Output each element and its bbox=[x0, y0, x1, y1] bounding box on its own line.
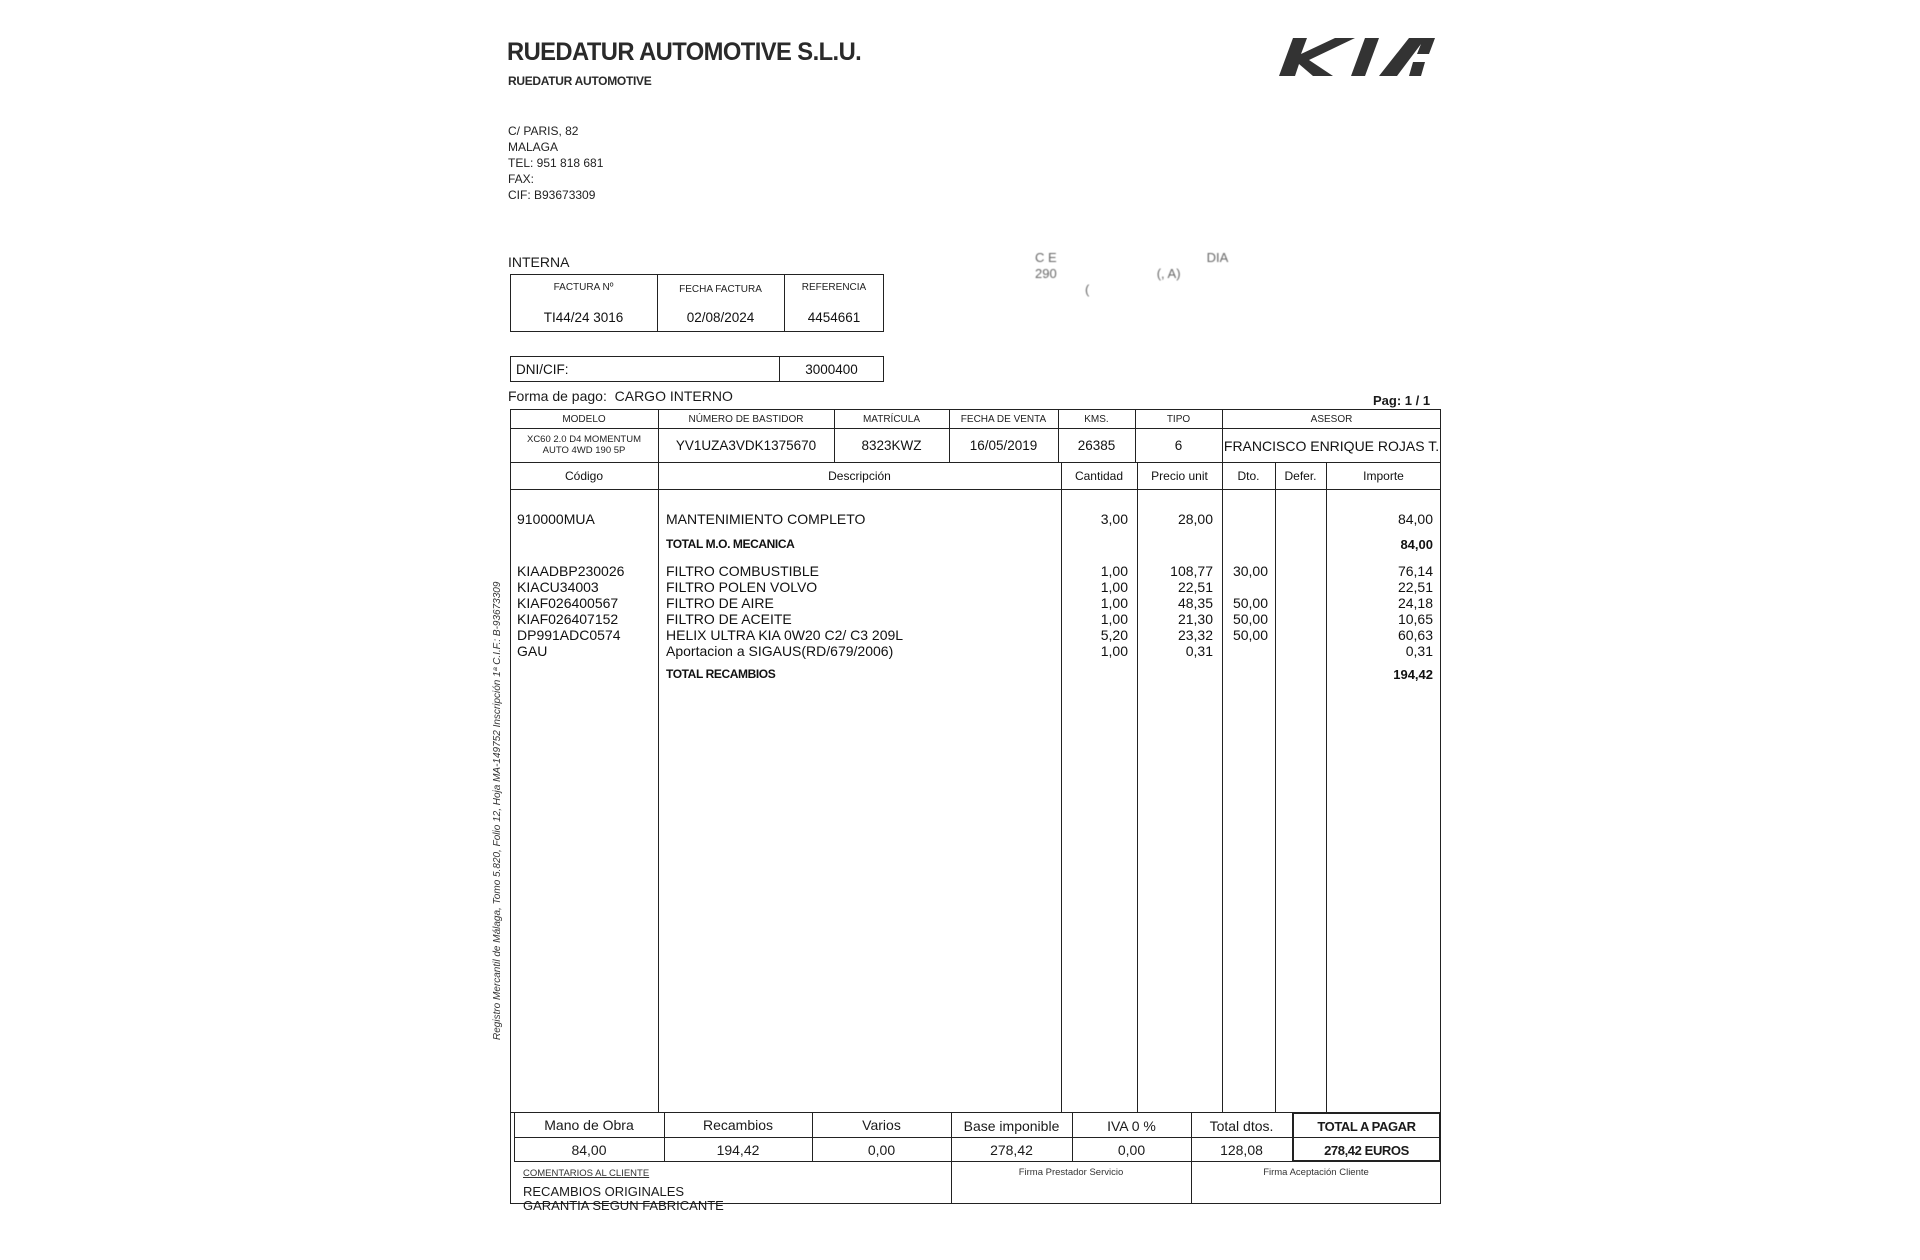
vehicle-model-line1: XC60 2.0 D4 MOMENTUM bbox=[526, 434, 642, 445]
parts-item-price: 23,32 bbox=[1177, 627, 1213, 643]
signature-provider-label: Firma Prestador Servicio bbox=[1018, 1167, 1124, 1178]
address-city: MALAGA bbox=[508, 140, 559, 154]
kia-logo-a bbox=[1379, 38, 1435, 76]
parts-item-amount: 24,18 bbox=[1397, 595, 1433, 611]
invoice-ref: 4454661 bbox=[807, 310, 861, 325]
vehicle-header-type: TIPO bbox=[1166, 414, 1191, 425]
parts-item-qty: 1,00 bbox=[1100, 595, 1128, 611]
parts-item-dto: 30,00 bbox=[1232, 563, 1268, 579]
invoice-number-label: FACTURA Nº bbox=[553, 282, 614, 293]
invoice-number: TI44/24 3016 bbox=[543, 310, 624, 325]
payment-value: CARGO INTERNO bbox=[614, 388, 733, 404]
line-header-dto: Dto. bbox=[1237, 469, 1260, 483]
parts-item-amount: 0,31 bbox=[1405, 643, 1433, 659]
line-header-code: Código bbox=[564, 469, 604, 483]
parts-item-desc: FILTRO POLEN VOLVO bbox=[666, 579, 818, 595]
parts-item-code: KIACU34003 bbox=[517, 579, 599, 595]
vehicle-header-plate: MATRÍCULA bbox=[862, 414, 921, 425]
totals-label-total: TOTAL A PAGAR bbox=[1317, 1119, 1416, 1134]
line-header-desc: Descripción bbox=[828, 469, 891, 483]
company-name: RUEDATUR AUTOMOTIVE S.L.U. bbox=[507, 38, 862, 66]
line-header-qty: Cantidad bbox=[1074, 469, 1124, 483]
vehicle-header-line bbox=[510, 428, 1441, 429]
parts-item-code: KIAF026400567 bbox=[517, 595, 619, 611]
line-header-price: Precio unit bbox=[1151, 469, 1208, 483]
company-subname: RUEDATUR AUTOMOTIVE bbox=[508, 74, 652, 88]
vehicle-advisor: FRANCISCO ENRIQUE ROJAS T. bbox=[1223, 438, 1440, 454]
vehicle-model-line2: AUTO 4WD 190 5P bbox=[542, 445, 626, 456]
parts-item-qty: 5,20 bbox=[1100, 627, 1128, 643]
totals-value-parts: 194,42 bbox=[716, 1142, 760, 1158]
line-col-divider bbox=[1061, 462, 1062, 1112]
parts-item-amount: 10,65 bbox=[1397, 611, 1433, 627]
vehicle-kms: 26385 bbox=[1077, 438, 1116, 453]
line-header-line bbox=[510, 489, 1441, 490]
parts-item-desc: FILTRO DE ACEITE bbox=[666, 611, 792, 627]
recipient-line3: ( bbox=[1085, 282, 1090, 297]
parts-item-qty: 1,00 bbox=[1100, 563, 1128, 579]
parts-item-price: 48,35 bbox=[1177, 595, 1213, 611]
parts-total-label: TOTAL RECAMBIOS bbox=[666, 667, 776, 681]
parts-item-qty: 1,00 bbox=[1100, 579, 1128, 595]
parts-item-price: 0,31 bbox=[1185, 643, 1213, 659]
line-col-divider bbox=[1222, 462, 1223, 1112]
parts-item-code: KIAF026407152 bbox=[517, 611, 619, 627]
recipient-line2b: (, A) bbox=[1156, 266, 1181, 281]
recipient-address bbox=[1035, 250, 1228, 298]
parts-item-desc: FILTRO COMBUSTIBLE bbox=[666, 563, 819, 579]
line-col-divider bbox=[1137, 462, 1138, 1112]
totals-value-labor: 84,00 bbox=[571, 1142, 607, 1158]
vehicle-row-line bbox=[510, 462, 1441, 463]
totals-value-vat: 0,00 bbox=[1117, 1142, 1146, 1158]
recipient-line2: 290 bbox=[1035, 266, 1057, 281]
labor-item-price: 28,00 bbox=[1177, 511, 1213, 527]
comments-line1: RECAMBIOS ORIGINALES bbox=[523, 1184, 685, 1199]
labor-total-amount: 84,00 bbox=[1400, 537, 1433, 552]
parts-item-amount: 60,63 bbox=[1397, 627, 1433, 643]
parts-item-qty: 1,00 bbox=[1100, 643, 1128, 659]
dni-value: 3000400 bbox=[805, 362, 858, 377]
recipient-line1: C E bbox=[1035, 250, 1057, 265]
totals-value-misc: 0,00 bbox=[867, 1142, 896, 1158]
parts-item-desc: FILTRO DE AIRE bbox=[666, 595, 774, 611]
line-header-defer: Defer. bbox=[1284, 469, 1317, 483]
signature-client-label: Firma Aceptación Cliente bbox=[1263, 1167, 1369, 1178]
totals-value-base: 278,42 bbox=[990, 1142, 1033, 1158]
totals-value-total: 278,42 EUROS bbox=[1324, 1143, 1409, 1158]
parts-item-qty: 1,00 bbox=[1100, 611, 1128, 627]
parts-item-amount: 22,51 bbox=[1397, 579, 1433, 595]
page-number: Pag: 1 / 1 bbox=[1373, 393, 1431, 408]
totals-value-discounts: 128,08 bbox=[1220, 1142, 1263, 1158]
totals-label-discounts: Total dtos. bbox=[1209, 1118, 1274, 1134]
parts-item-price: 22,51 bbox=[1177, 579, 1213, 595]
address-street: C/ PARIS, 82 bbox=[508, 124, 579, 138]
labor-item-amount: 84,00 bbox=[1397, 511, 1433, 527]
invoice-date: 02/08/2024 bbox=[686, 310, 755, 325]
vehicle-header-model: MODELO bbox=[562, 414, 606, 425]
document-type: INTERNA bbox=[508, 254, 570, 270]
vehicle-header-kms: KMS. bbox=[1084, 414, 1109, 425]
totals-label-base: Base imponible bbox=[963, 1118, 1060, 1134]
totals-label-vat: IVA 0 % bbox=[1107, 1118, 1156, 1134]
parts-item-amount: 76,14 bbox=[1397, 563, 1433, 579]
address-tel: TEL: 951 818 681 bbox=[508, 156, 604, 170]
labor-total-label: TOTAL M.O. MECANICA bbox=[666, 537, 795, 551]
registry-note: Registro Mercantil de Málaga, Tomo 5.820, Folio 12, Hoja MA-149752 Inscripción 1ª C.I.F.: B-93673309 bbox=[492, 581, 503, 1040]
parts-item-code: KIAADBP230026 bbox=[517, 563, 625, 579]
comments-label: COMENTARIOS AL CLIENTE bbox=[523, 1168, 650, 1179]
payment-label: Forma de pago: bbox=[508, 388, 607, 404]
vehicle-sale-date: 16/05/2019 bbox=[969, 438, 1038, 453]
kia-logo-i bbox=[1351, 38, 1379, 76]
vehicle-plate: 8323KWZ bbox=[861, 438, 922, 453]
totals-label-misc: Varios bbox=[862, 1117, 901, 1133]
parts-total-amount: 194,42 bbox=[1393, 667, 1433, 682]
parts-item-desc: HELIX ULTRA KIA 0W20 C2/ C3 209L bbox=[666, 627, 904, 643]
invoice-ref-label: REFERENCIA bbox=[801, 282, 867, 293]
line-col-divider bbox=[1326, 462, 1327, 1112]
totals-label-parts: Recambios bbox=[702, 1117, 774, 1133]
invoice-date-label: FECHA FACTURA bbox=[679, 284, 762, 295]
parts-item-dto: 50,00 bbox=[1232, 611, 1268, 627]
parts-item-dto: 50,00 bbox=[1232, 627, 1268, 643]
totals-label-labor: Mano de Obra bbox=[544, 1117, 634, 1133]
comments-line2: GARANTIA SEGUN FABRICANTE bbox=[523, 1198, 724, 1213]
labor-item-code: 910000MUA bbox=[517, 511, 595, 527]
parts-item-desc: Aportacion a SIGAUS(RD/679/2006) bbox=[666, 643, 894, 659]
parts-item-price: 108,77 bbox=[1170, 563, 1213, 579]
labor-item-desc: MANTENIMIENTO COMPLETO bbox=[666, 511, 866, 527]
vehicle-header-advisor: ASESOR bbox=[1310, 414, 1353, 425]
payment-method bbox=[508, 388, 733, 404]
address-fax: FAX: bbox=[508, 172, 535, 186]
parts-item-code: DP991ADC0574 bbox=[517, 627, 621, 643]
parts-item-price: 21,30 bbox=[1177, 611, 1213, 627]
vehicle-vin: YV1UZA3VDK1375670 bbox=[675, 438, 817, 453]
company-address bbox=[508, 123, 603, 203]
vehicle-header-vin: NÚMERO DE BASTIDOR bbox=[688, 414, 804, 425]
line-col-divider bbox=[1275, 462, 1276, 1112]
recipient-line1b: DIA bbox=[1206, 250, 1229, 265]
parts-item-dto: 50,00 bbox=[1232, 595, 1268, 611]
labor-item-qty: 3,00 bbox=[1100, 511, 1128, 527]
vehicle-type: 6 bbox=[1174, 438, 1183, 453]
line-header-amount: Importe bbox=[1363, 469, 1404, 483]
address-cif: CIF: B93673309 bbox=[508, 188, 596, 202]
kia-logo bbox=[1275, 32, 1437, 78]
vehicle-header-sale-date: FECHA DE VENTA bbox=[960, 414, 1047, 425]
dni-label: DNI/CIF: bbox=[516, 362, 569, 377]
line-col-divider bbox=[658, 462, 659, 1112]
parts-item-code: GAU bbox=[517, 643, 548, 659]
kia-logo-k bbox=[1279, 38, 1355, 76]
